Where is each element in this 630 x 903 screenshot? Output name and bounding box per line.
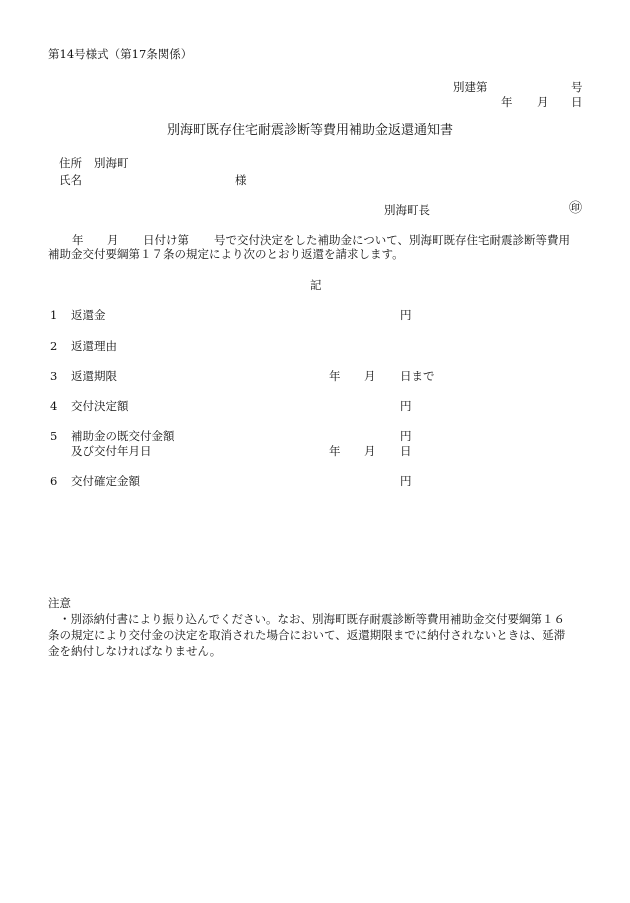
doc-number-suffix: 号 bbox=[571, 80, 583, 94]
seal-mark: ㊞ bbox=[569, 201, 583, 216]
address-label: 住所 bbox=[59, 156, 82, 170]
ki-mark: 記 bbox=[310, 278, 322, 292]
intro-year: 年 bbox=[72, 233, 84, 247]
notes-heading: 注意 bbox=[48, 596, 71, 610]
item-unit: 円 bbox=[400, 429, 412, 443]
doc-date-day: 日 bbox=[571, 95, 583, 109]
item-number: 3 bbox=[50, 369, 58, 383]
doc-date-year: 年 bbox=[501, 95, 513, 109]
item-number: 5 bbox=[50, 429, 58, 443]
notes-line-3: 金を納付しなければなりません。 bbox=[48, 644, 222, 658]
item-label: 補助金の既交付金額 bbox=[71, 429, 175, 443]
doc-number-prefix: 別建第 bbox=[453, 80, 488, 94]
item-unit: 円 bbox=[400, 474, 412, 488]
issuer-name: 別海町長 bbox=[384, 203, 430, 217]
intro-date-part: 日付け第 bbox=[143, 233, 189, 247]
item-label: 返還理由 bbox=[71, 339, 117, 353]
doc-date-month: 月 bbox=[537, 95, 549, 109]
intro-month: 月 bbox=[107, 233, 119, 247]
item-number: 4 bbox=[50, 399, 58, 413]
item-number: 6 bbox=[50, 474, 58, 488]
notes-line-2: 条の規定により交付金の決定を取消された場合において、返還期限までに納付されないときは、延滞 bbox=[48, 628, 566, 642]
item-sub-month: 月 bbox=[364, 444, 376, 458]
document-title: 別海町既存住宅耐震診断等費用補助金返還通知書 bbox=[167, 123, 454, 138]
honorific: 様 bbox=[235, 173, 247, 187]
form-label: 第14号様式（第17条関係） bbox=[48, 47, 193, 61]
item-sub-unit: 日 bbox=[400, 444, 412, 458]
item-unit: 円 bbox=[400, 399, 412, 413]
item-label: 返還期限 bbox=[71, 369, 117, 383]
item-sub-label: 及び交付年月日 bbox=[71, 444, 152, 458]
name-label: 氏名 bbox=[59, 173, 82, 187]
item-label: 交付確定金額 bbox=[71, 474, 140, 488]
item-year: 年 bbox=[329, 369, 341, 383]
item-unit: 日まで bbox=[400, 369, 435, 383]
item-unit: 円 bbox=[400, 308, 412, 322]
intro-text-line1: 号で交付決定をした補助金について、別海町既存住宅耐震診断等費用 bbox=[214, 233, 571, 247]
item-month: 月 bbox=[364, 369, 376, 383]
item-number: 1 bbox=[50, 308, 58, 322]
item-label: 返還金 bbox=[71, 308, 106, 322]
item-label: 交付決定額 bbox=[71, 399, 129, 413]
item-number: 2 bbox=[50, 339, 58, 353]
item-sub-year: 年 bbox=[329, 444, 341, 458]
intro-text-line2: 補助金交付要綱第１７条の規定により次のとおり返還を請求します。 bbox=[48, 247, 404, 261]
address-value: 別海町 bbox=[94, 156, 129, 170]
notes-line-1: ・別添納付書により振り込んでください。なお、別海町既存耐震診断等費用補助金交付要綱第１６ bbox=[59, 612, 565, 626]
